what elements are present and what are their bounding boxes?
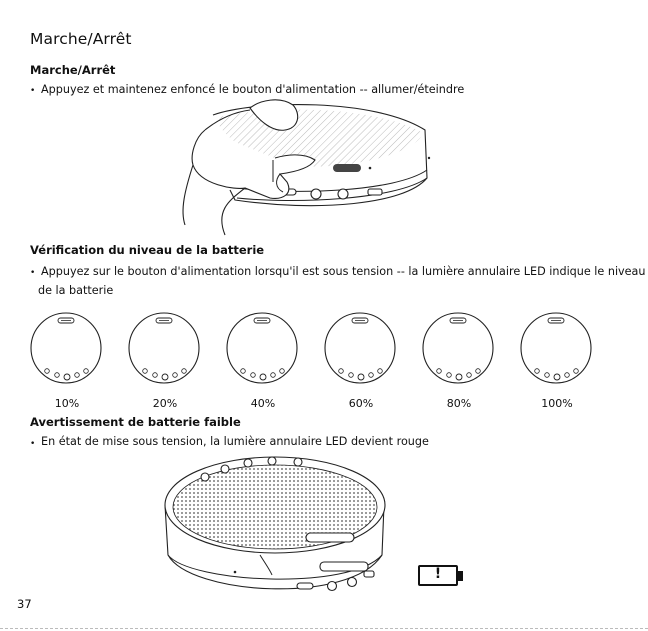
device-top-view — [225, 309, 299, 389]
battery-level-label: 20% — [152, 397, 178, 410]
device-top-view — [519, 309, 593, 389]
bullet-marker: • — [30, 86, 36, 96]
power-instruction: Appuyez et maintenez enfoncé le bouton d'alimentation -- allumer/éteindre — [41, 83, 465, 96]
power-heading: Marche/Arrêt — [30, 63, 116, 77]
battery-check-instruction-line1: Appuyez sur le bouton d'alimentation lorsqu'il est sous tension -- la lumière annulaire LED indique le niveau — [41, 265, 646, 278]
battery-level-label: 60% — [348, 397, 374, 410]
power-button-illustration — [175, 100, 445, 235]
low-battery-heading: Avertissement de batterie faible — [30, 415, 241, 429]
device-top-view — [323, 309, 397, 389]
battery-level-label: 40% — [250, 397, 276, 410]
battery-check-heading: Vérification du niveau de la batterie — [30, 243, 265, 257]
battery-level-label: 10% — [54, 397, 80, 410]
page-bottom-rule — [0, 628, 648, 630]
device-top-view — [29, 309, 103, 389]
speakerphone-illustration — [160, 455, 390, 605]
device-top-view — [127, 309, 201, 389]
low-battery-instruction: En état de mise sous tension, la lumière annulaire LED devient rouge — [41, 435, 429, 448]
device-top-view — [421, 309, 495, 389]
low-battery-icon — [418, 565, 464, 588]
battery-check-instruction-line2: de la batterie — [38, 284, 114, 297]
bullet-marker: • — [30, 439, 36, 449]
battery-level-label: 100% — [541, 397, 573, 410]
page-number: 37 — [17, 597, 32, 611]
page-title: Marche/Arrêt — [30, 30, 132, 48]
bullet-marker: • — [30, 268, 36, 278]
battery-level-label: 80% — [446, 397, 472, 410]
warning-symbol: ! — [434, 566, 442, 582]
